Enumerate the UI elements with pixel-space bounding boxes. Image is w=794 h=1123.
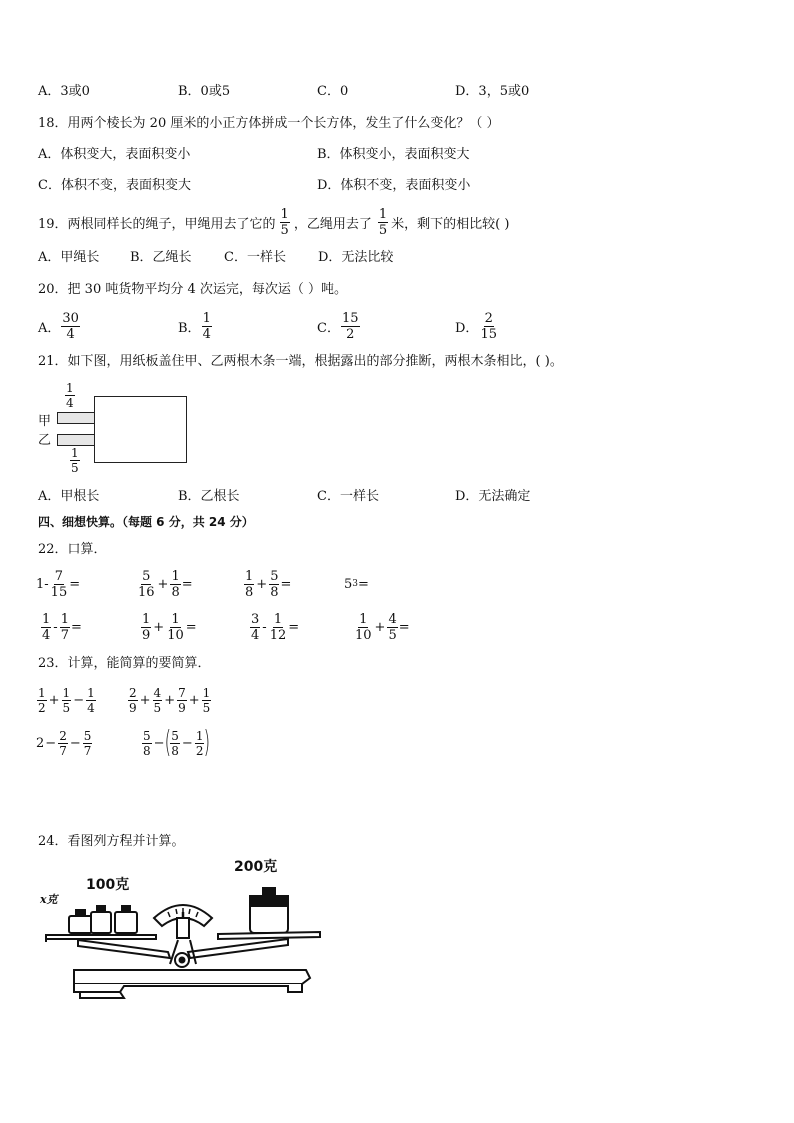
q20-option-b-den: 4	[202, 326, 211, 342]
q23-e2-op2: +	[164, 692, 176, 708]
q18-option-b[interactable]: B．体积变小，表面积变大	[317, 147, 470, 162]
q19-option-a[interactable]: A．甲绳长	[38, 250, 100, 265]
q22-e2-n1: 5	[142, 568, 151, 584]
q22-e8-equals: =	[398, 619, 410, 635]
q22-e3-equals: =	[280, 576, 292, 592]
q18-option-c[interactable]: C．体积不变，表面积变大	[38, 178, 191, 193]
q17-option-c[interactable]: C．0	[317, 84, 349, 99]
q21-stem: 21．如下图，用纸板盖住甲、乙两根木条一端，根据露出的部分推断，两根木条相比，( )。	[38, 354, 563, 369]
q23-e2-f4-num: 1	[202, 685, 211, 700]
q22-e1-lead: 1-	[36, 576, 49, 592]
q18-stem: 18．用两个棱长为 20 厘米的小正方体拼成一个长方体，发生了什么变化？（ ）	[38, 116, 500, 131]
q22-e7-frac1	[250, 613, 260, 642]
q20-option-a-fraction	[61, 312, 80, 341]
q24-label-200: 200克	[234, 859, 278, 875]
q20-option-c-fraction	[341, 312, 360, 341]
q23-e4-f3-num: 1	[195, 728, 204, 743]
q22-e1-den: 15	[50, 584, 68, 600]
q23-stem: 23．计算，能简算的要简算．	[38, 656, 211, 671]
q22-e1-num: 7	[54, 568, 64, 584]
q23-e3-f2	[83, 730, 93, 757]
q22-expr-5	[40, 609, 82, 645]
q21-top-den: 4	[66, 396, 74, 410]
q23-e3-lead: 2	[36, 735, 45, 751]
q23-e1-f3-num: 1	[87, 685, 95, 700]
q22-e3-op: +	[256, 576, 268, 592]
q23-e2-f1	[128, 687, 138, 714]
q22-e3-d2: 8	[270, 584, 279, 600]
q22-e7-d1: 4	[251, 627, 260, 643]
q19-frac1-den: 5	[280, 222, 289, 238]
q23-e1-f2-num: 1	[62, 685, 71, 700]
q22-e6-op: +	[153, 619, 165, 635]
q20-option-b[interactable]	[178, 307, 213, 345]
q17-option-a[interactable]: A．3或0	[38, 84, 90, 99]
q20-option-b-fraction	[202, 312, 212, 341]
q19-stem-part-c: 米，剩下的相比较( )	[391, 216, 510, 232]
q23-e2-op1: +	[139, 692, 151, 708]
q19-option-b[interactable]: B．乙绳长	[130, 250, 192, 265]
q22-e6-d1: 9	[142, 627, 151, 643]
q21-top-fraction	[65, 382, 75, 409]
q22-e6-n1: 1	[142, 611, 151, 627]
q22-e6-d2: 10	[167, 627, 184, 643]
q23-e2-f3-den: 9	[178, 700, 186, 715]
q22-e2-n2: 1	[171, 568, 180, 584]
q22-e5-d2: 7	[60, 627, 69, 643]
q23-expr-4	[141, 725, 209, 761]
q23-e2-f4	[202, 687, 212, 714]
weight-100-small-icon	[91, 906, 111, 933]
balance-dial-icon	[154, 905, 212, 938]
q22-e3-frac1	[244, 570, 254, 599]
q21-bottom-num: 1	[71, 446, 79, 460]
q21-option-a[interactable]: A．甲根长	[38, 489, 100, 504]
q19-frac2-den: 5	[378, 222, 388, 238]
q23-e4-lparen: (	[164, 725, 171, 760]
q23-expr-3	[36, 725, 93, 761]
q22-e4-exp: 3	[352, 579, 359, 589]
q20-option-d[interactable]	[455, 307, 499, 345]
section-4-heading: 四、细想快算。（每题 6 分，共 24 分）	[38, 515, 254, 529]
q20-option-c-den: 2	[346, 326, 355, 342]
q22-e8-frac2	[387, 613, 397, 642]
q23-e4-f2	[170, 730, 180, 757]
q22-e6-n2: 1	[171, 611, 180, 627]
q22-e7-equals: =	[288, 619, 300, 635]
q19-stem	[38, 205, 509, 239]
q20-option-d-den: 15	[480, 326, 497, 342]
q23-e1-f1	[37, 687, 47, 714]
q22-e8-frac1	[354, 613, 373, 642]
q22-expr-2	[136, 566, 193, 602]
q23-e2-f3-num: 7	[178, 685, 186, 700]
q22-e2-d2: 8	[171, 584, 180, 600]
q23-e3-f1	[58, 730, 68, 757]
q23-e2-f2	[153, 687, 163, 714]
q22-e5-frac1	[41, 613, 51, 642]
q22-e6-equals: =	[185, 619, 197, 635]
q19-stem-part-a: 19．两根同样长的绳子，甲绳用去了它的	[38, 216, 276, 232]
q20-option-b-num: 1	[202, 310, 211, 326]
q22-e4-base: 5	[344, 576, 353, 592]
q22-e6-frac2	[166, 613, 185, 642]
q23-e3-f2-den: 7	[83, 743, 92, 758]
q22-e7-op: -	[262, 619, 267, 635]
q22-e5-n1: 1	[42, 611, 51, 627]
q22-e7-frac2	[269, 613, 288, 642]
q23-e1-op2: −	[73, 692, 85, 708]
balance-base-top	[74, 970, 310, 984]
q22-e8-d2: 5	[388, 627, 397, 643]
right-beam	[188, 939, 288, 958]
q23-e1-f2-den: 5	[62, 700, 71, 715]
q23-e4-f2-num: 5	[171, 728, 179, 743]
q21-bottom-den: 5	[71, 461, 79, 475]
q20-option-d-fraction	[479, 312, 498, 341]
q17-option-d[interactable]: D．3，5或0	[455, 84, 530, 99]
q22-e3-frac2	[269, 570, 279, 599]
left-pan	[46, 935, 156, 939]
balance-base-bottom	[74, 984, 302, 992]
q23-e2-op3: +	[188, 692, 200, 708]
q24-stem: 24．看图列方程并计算。	[38, 834, 185, 849]
left-beam	[78, 940, 170, 958]
q22-expr-7	[249, 609, 299, 645]
q22-e8-op: +	[374, 619, 386, 635]
q23-e4-f2-den: 8	[171, 743, 179, 758]
q24-label-x: x克	[40, 893, 58, 906]
q22-e3-d1: 8	[245, 584, 254, 600]
q22-e1-equals: =	[69, 576, 81, 592]
right-pan	[218, 932, 320, 939]
q22-e7-n2: 1	[273, 611, 283, 627]
q22-expr-6	[140, 609, 197, 645]
q22-e2-frac1	[137, 570, 156, 599]
q18-option-d[interactable]: D．体积不变，表面积变小	[317, 178, 471, 193]
q23-e4-rparen: )	[204, 725, 211, 760]
q22-e7-n1: 3	[251, 611, 260, 627]
q23-e3-op1: −	[45, 735, 57, 751]
q19-frac2-num: 1	[378, 206, 388, 222]
q23-e1-f2	[62, 687, 72, 714]
q22-stem: 22．口算．	[38, 542, 107, 557]
q22-e2-equals: =	[181, 576, 193, 592]
q20-option-c-num: 15	[341, 310, 359, 326]
q22-expr-3	[243, 566, 291, 602]
q23-e2-f2-den: 5	[153, 700, 162, 715]
q22-e8-n1: 1	[359, 611, 368, 627]
q22-e3-n2: 5	[270, 568, 279, 584]
q17-option-b[interactable]: B．0或5	[178, 84, 231, 99]
q23-e1-f3-den: 4	[87, 700, 95, 715]
q22-e5-equals: =	[70, 619, 82, 635]
q22-expr-1	[36, 566, 80, 602]
q23-e3-f1-num: 2	[59, 728, 67, 743]
q23-e2-f1-num: 2	[129, 685, 137, 700]
q21-top-num: 1	[66, 381, 74, 395]
q23-e3-op2: −	[69, 735, 81, 751]
q21-stick-jia	[57, 412, 99, 424]
q21-figure	[36, 382, 196, 482]
q22-e2-frac2	[170, 570, 180, 599]
q22-e7-d2: 12	[269, 627, 287, 643]
q19-option-c[interactable]: C．一样长	[224, 250, 286, 265]
q20-option-d-num: 2	[484, 310, 493, 326]
q19-stem-part-b: ，乙绳用去了	[293, 216, 372, 232]
q22-e5-op: -	[53, 619, 58, 635]
q23-e2-f1-den: 9	[129, 700, 137, 715]
q23-e4-f1-num: 5	[143, 728, 151, 743]
q22-expr-4	[344, 574, 369, 594]
q23-e2-f4-den: 5	[202, 700, 211, 715]
q21-cardboard	[94, 396, 187, 463]
q22-e6-frac1	[141, 613, 151, 642]
q20-option-c-label: C．	[317, 320, 340, 336]
q20-option-a-den: 4	[66, 326, 75, 342]
q21-label-yi: 乙	[38, 433, 52, 448]
weight-x-icon	[69, 910, 92, 933]
balance-scale-drawing	[38, 852, 328, 1000]
q22-e8-n2: 4	[388, 611, 397, 627]
q20-stem: 20．把 30 吨货物平均分 4 次运完，每次运（ ）吨。	[38, 282, 348, 297]
q23-e1-f3	[86, 687, 96, 714]
q23-e1-op1: +	[48, 692, 60, 708]
q23-e2-f2-num: 4	[153, 685, 162, 700]
q21-option-d[interactable]: D．无法确定	[455, 489, 531, 504]
q21-label-jia: 甲	[38, 414, 52, 429]
q22-e5-frac2	[60, 613, 70, 642]
q22-e2-op: +	[157, 576, 169, 592]
q20-option-c[interactable]	[317, 307, 361, 345]
q24-balance-figure	[38, 852, 328, 1000]
q19-fraction-2	[378, 208, 388, 237]
q20-option-d-label: D．	[455, 320, 479, 336]
q18-option-a[interactable]: A．体积变大，表面积变小	[38, 147, 191, 162]
q23-e3-f1-den: 7	[59, 743, 67, 758]
q23-expr-2	[127, 682, 212, 718]
q22-e5-d1: 4	[42, 627, 51, 643]
q22-e5-n2: 1	[60, 611, 69, 627]
q23-e4-op2: −	[181, 735, 193, 751]
q21-option-c[interactable]: C．一样长	[317, 489, 379, 504]
q23-e4-op: −	[153, 735, 165, 751]
q22-e2-d1: 16	[138, 584, 155, 600]
q21-bottom-fraction	[70, 447, 80, 474]
q23-e4-f1	[142, 730, 152, 757]
q20-option-b-label: B．	[178, 320, 201, 336]
q22-e1-frac	[50, 570, 69, 599]
weight-200-icon	[250, 888, 288, 933]
q22-expr-8	[353, 609, 410, 645]
q20-option-a-label: A．	[38, 320, 61, 336]
q20-option-a-num: 30	[62, 310, 79, 326]
q19-option-d[interactable]: D．无法比较	[318, 250, 394, 265]
q24-label-100: 100克	[86, 877, 130, 893]
q21-option-b[interactable]: B．乙根长	[178, 489, 240, 504]
q19-fraction-1	[280, 208, 290, 237]
q23-e1-f1-den: 2	[38, 700, 46, 715]
q23-e4-f3-den: 2	[195, 743, 204, 758]
q22-e4-equals: =	[358, 576, 369, 592]
q19-frac1-num: 1	[280, 206, 289, 222]
q22-e3-n1: 1	[245, 568, 254, 584]
q23-e2-f3	[177, 687, 187, 714]
q21-stick-yi	[57, 434, 99, 446]
q23-e3-f2-num: 5	[83, 728, 92, 743]
q23-e1-f1-num: 1	[38, 685, 46, 700]
q20-option-a[interactable]	[38, 307, 81, 345]
q22-e8-d1: 10	[355, 627, 372, 643]
q23-expr-1	[36, 682, 97, 718]
q23-e4-f1-den: 8	[143, 743, 151, 758]
weight-100-icon	[115, 906, 137, 933]
